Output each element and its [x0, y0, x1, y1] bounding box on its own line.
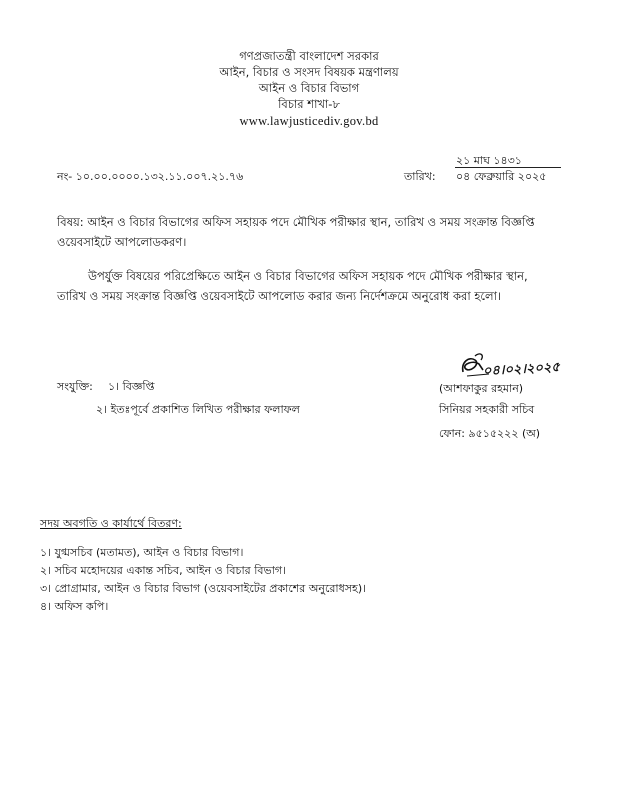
attachment-label: সংযুক্তি: [57, 380, 93, 393]
division-name: আইন ও বিচার বিভাগ [258, 81, 360, 95]
ministry-name: আইন, বিচার ও সংসদ বিষয়ক মন্ত্রণালয় [219, 65, 399, 79]
handwritten-date: ০৪।০২।২০২৫ [482, 359, 561, 380]
body-line-1: উপর্যুক্ত বিষয়ের পরিপ্রেক্ষিতে আইন ও বিচার বিভাগের অফিস সহায়ক পদে মৌখিক পরীক্ষার স্থান, [88, 269, 528, 283]
date-english: ০৪ ফেব্রুয়ারি ২০২৫ [456, 170, 547, 183]
subject-line-2: ওয়েবসাইটে আপলোডকরণ। [57, 235, 187, 249]
distribution-item-2: ২। সচিব মহোদয়ের একান্ত সচিব, আইন ও বিচার বিভাগ। [40, 564, 287, 577]
signatory-designation: সিনিয়র সহকারী সচিব [439, 403, 535, 416]
attachment-item-1: ১। বিজ্ঞপ্তি [108, 380, 155, 393]
distribution-item-3: ৩। প্রোগ্রামার, আইন ও বিচার বিভাগ (ওয়েবসাইটের প্রকাশের অনুরোধসহ)। [40, 582, 367, 595]
distribution-item-4: ৪। অফিস কপি। [40, 600, 109, 613]
section-name: বিচার শাখা-৮ [278, 97, 340, 111]
signatory-phone: ফোন: ৯৫১৫২২২ (অ) [439, 427, 541, 440]
date-label: তারিখ: [404, 170, 436, 183]
website-link[interactable]: www.lawjusticediv.gov.bd [239, 114, 379, 128]
date-bangla: ২১ মাঘ ১৪৩১ [456, 154, 522, 167]
distribution-heading: সদয় অবগতি ও কার্যার্থে বিতরণ: [40, 517, 182, 530]
body-line-2: তারিখ ও সময় সংক্রান্ত বিজ্ঞপ্তি ওয়েবসাইটে আপলোড করার জন্য নির্দেশক্রমে অনুরোধ করা হলো। [57, 289, 502, 303]
subject-line-1: বিষয়: আইন ও বিচার বিভাগের অফিস সহায়ক পদে মৌখিক পরীক্ষার স্থান, তারিখ ও সময় সংক্রান্ত বিজ্ঞপ্তি [57, 215, 535, 229]
attachment-item-2: ২। ইতঃপূর্বে প্রকাশিত লিখিত পরীক্ষার ফলাফল [96, 403, 300, 416]
signatory-name: (আশফাকুর রহমান) [439, 382, 524, 395]
govt-title: গণপ্রজাতন্ত্রী বাংলাদেশ সরকার [239, 49, 379, 63]
distribution-item-1: ১। যুগ্মসচিব (মতামত), আইন ও বিচার বিভাগ। [40, 546, 244, 559]
memo-number: নং- ১০.০০.০০০০.১৩২.১১.০০৭.২১.৭৬ [57, 170, 244, 183]
